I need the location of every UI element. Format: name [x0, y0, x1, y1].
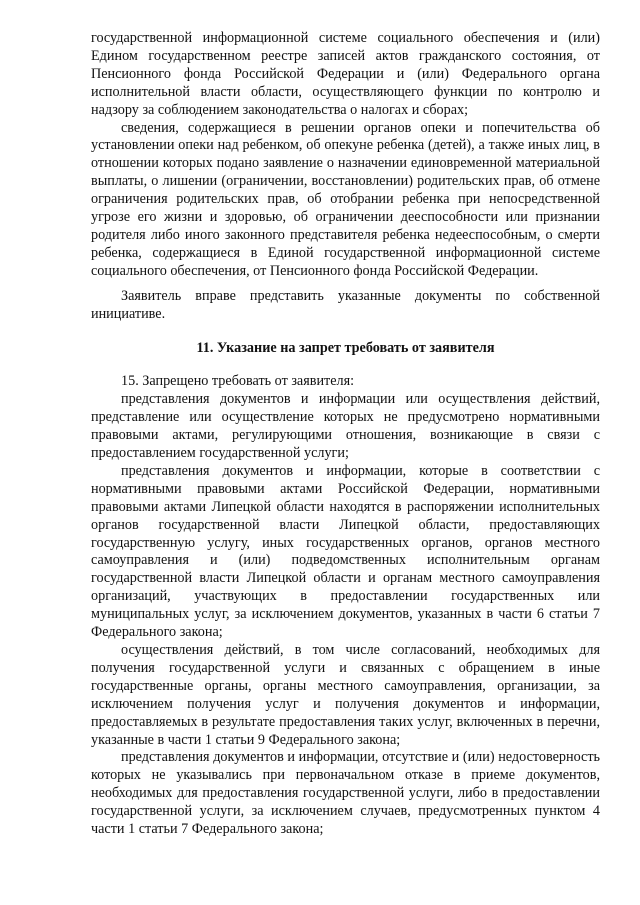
section-heading: 11. Указание на запрет требовать от заявителя	[196, 339, 495, 356]
document-page	[91, 30, 600, 839]
paragraph-6: представления документов и информации, которые в соответствии с нормативными правовыми актами Российской Федерации, нормативными правовыми актами Липецкой области находятся в распоряжении исполнительных органов государственной власти Липецкой области, предоставляющих государственную услугу, иных государственных органов, органов местного самоуправления и (или) подведомственных исполнительным органам государственной власти Липецкой области и органам местного самоуправления организаций, участвующих в предоставлении государственных или муниципальных услуг, за исключением документов, указанных в части 6 статьи 7 Федерального закона;	[91, 462, 600, 641]
paragraph-8: представления документов и информации, отсутствие и (или) недостоверность которых не указывались при первоначальном отказе в приеме документов, необходимых для предоставления государственной услуги, либо в предоставлении государственной услуги, за исключением случаев, предусмотренных пунктом 4 части 1 статьи 7 Федерального закона;	[91, 749, 600, 838]
paragraph-3: Заявитель вправе представить указанные документы по собственной инициативе.	[91, 287, 600, 322]
paragraph-5: представления документов и информации или осуществления действий, представление или осуществление которых не предусмотрено нормативными правовыми актами, регулирующими отношения, возникающие в связи с предоставлением государственной услуги;	[91, 391, 600, 462]
paragraph-7: осуществления действий, в том числе согласований, необходимых для получения государственной услуги и связанных с обращением в иные государственные органы, органы местного самоуправления, организации, за исключением получения услуг и получения документов и информации, предоставляемых в результате предоставления таких услуг, включенных в перечни, указанные в части 1 статьи 9 Федерального закона;	[91, 642, 600, 748]
paragraph-1: государственной информационной системе социального обеспечения и (или) Едином государственном реестре записей актов гражданского состояния, от Пенсионного фонда Российской Федерации и (или) Федерального органа исполнительной власти области, осуществляющего функции по контролю и надзору за соблюдением законодательства о налогах и сборах;	[91, 30, 600, 118]
paragraph-4: 15. Запрещено требовать от заявителя:	[121, 373, 355, 390]
paragraph-2: сведения, содержащиеся в решении органов опеки и попечительства об установлении опеки над ребенком, об опекуне ребенка (детей), а также иных лиц, в отношении которых подано заявление о назначении единовременной материальной выплаты, о лишении (ограничении, восстановлении) родительских прав, об отмене ограничения родительских прав, об отобрании ребенка при непосредственной угрозе его жизни и здоровью, об ограничении дееспособности или признании родителя либо иного законного представителя ребенка недееспособным, о смерти ребенка, содержащиеся в Единой государственной информационной системе социального обеспечения, от Пенсионного фонда Российской Федерации.	[91, 119, 600, 279]
